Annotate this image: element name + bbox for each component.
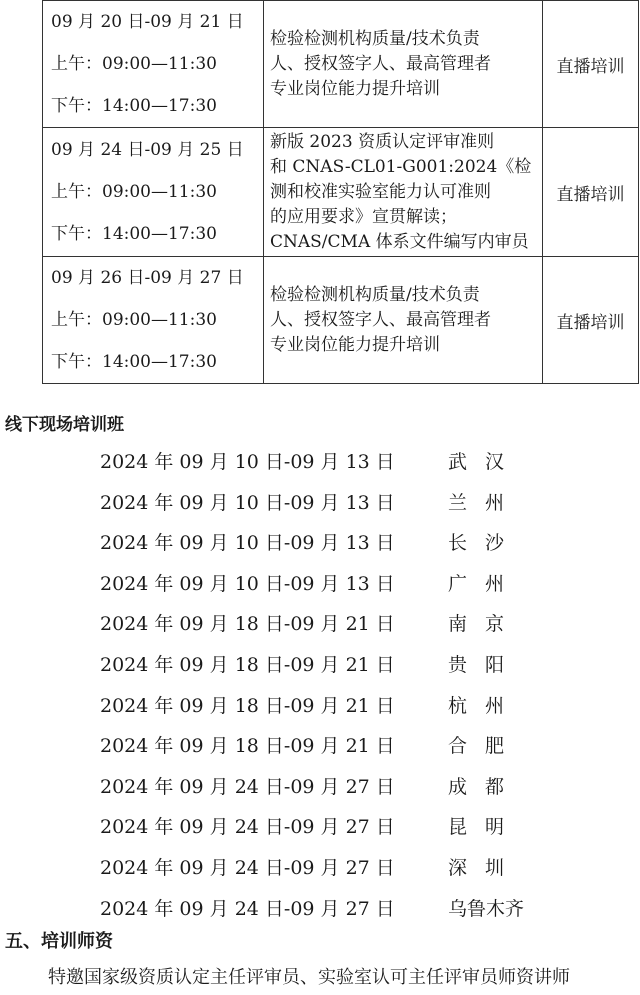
session-topic-cell [264, 257, 543, 384]
session-topic-line: 人、授权签字人、最高管理者 [270, 309, 491, 330]
offline-session-city: 杭州 [448, 694, 523, 717]
offline-session-row [100, 691, 524, 732]
afternoon-time: 下午：14:00—17:30 [51, 96, 217, 116]
offline-session-city: 深圳 [448, 856, 523, 879]
offline-session-date: 2024 年 09 月 10 日-09 月 13 日 [100, 572, 395, 595]
offline-session-row [100, 447, 524, 488]
session-mode: 直播培训 [543, 128, 639, 257]
afternoon-time: 下午：14:00—17:30 [51, 224, 217, 244]
schedule-row [43, 1, 639, 128]
session-topic-line: 专业岗位能力提升培训 [270, 334, 440, 355]
offline-session-city: 贵阳 [448, 653, 523, 676]
session-topic-line: 专业岗位能力提升培训 [270, 78, 440, 99]
offline-session-list [100, 447, 524, 934]
session-mode: 直播培训 [543, 257, 639, 384]
offline-session-date: 2024 年 09 月 18 日-09 月 21 日 [100, 653, 395, 676]
session-topic-line: 测和校准实验室能力认可准则 [270, 181, 491, 202]
session-topic-line: 的应用要求》宣贯解读； [270, 206, 457, 227]
offline-session-row [100, 853, 524, 894]
session-topic-line: 检验检测机构质量/技术负责 [270, 28, 480, 49]
section-5-heading: 五、培训师资 [5, 931, 113, 952]
offline-session-row [100, 569, 524, 610]
offline-session-city: 武汉 [448, 451, 523, 473]
schedule-row [43, 257, 639, 384]
offline-session-date: 2024 年 09 月 24 日-09 月 27 日 [100, 897, 395, 920]
session-topic-line: 人、授权签字人、最高管理者 [270, 53, 491, 74]
session-date: 09 月 20 日-09 月 21 日 [51, 12, 244, 32]
offline-session-city: 乌鲁木齐 [448, 897, 525, 920]
offline-session-date: 2024 年 09 月 10 日-09 月 13 日 [100, 532, 395, 555]
session-topic-cell [264, 1, 543, 128]
offline-session-row [100, 894, 524, 935]
offline-session-row [100, 650, 524, 691]
offline-session-date: 2024 年 09 月 18 日-09 月 21 日 [100, 735, 395, 758]
offline-session-row [100, 528, 524, 569]
offline-session-date: 2024 年 09 月 18 日-09 月 21 日 [100, 694, 395, 717]
morning-time: 上午：09:00—11:30 [51, 310, 217, 330]
section-5-text: 特邀国家级资质认定主任评审员、实验室认可主任评审员师资讲师 [48, 967, 570, 988]
offline-session-row [100, 488, 524, 529]
session-topic-line: CNAS/CMA 体系文件编写内审员 [270, 231, 529, 252]
session-dates-cell [43, 257, 264, 384]
offline-session-row [100, 609, 524, 650]
offline-session-date: 2024 年 09 月 18 日-09 月 21 日 [100, 613, 395, 636]
offline-session-date: 2024 年 09 月 24 日-09 月 27 日 [100, 856, 395, 879]
session-dates-cell [43, 1, 264, 128]
offline-session-city: 兰州 [448, 491, 523, 514]
offline-session-date: 2024 年 09 月 10 日-09 月 13 日 [100, 451, 395, 473]
offline-session-city: 广州 [448, 572, 523, 595]
offline-session-row [100, 812, 524, 853]
morning-time: 上午：09:00—11:30 [51, 182, 217, 202]
session-topic-line: 新版 2023 资质认定评审准则 [270, 131, 495, 152]
afternoon-time: 下午：14:00—17:30 [51, 352, 217, 372]
offline-section-title: 线下现场培训班 [5, 415, 124, 435]
offline-session-row [100, 731, 524, 772]
session-topic-cell [264, 128, 543, 257]
offline-session-city: 南京 [448, 613, 523, 636]
session-topic-line: 检验检测机构质量/技术负责 [270, 284, 480, 305]
offline-session-city: 成都 [448, 775, 523, 798]
offline-session-city: 昆明 [448, 816, 523, 839]
session-date: 09 月 24 日-09 月 25 日 [51, 140, 244, 160]
session-date: 09 月 26 日-09 月 27 日 [51, 268, 244, 288]
schedule-table [42, 0, 639, 384]
offline-session-date: 2024 年 09 月 24 日-09 月 27 日 [100, 775, 395, 798]
offline-session-date: 2024 年 09 月 10 日-09 月 13 日 [100, 491, 395, 514]
session-topic-line: 和 CNAS-CL01-G001:2024《检 [270, 156, 532, 177]
offline-session-date: 2024 年 09 月 24 日-09 月 27 日 [100, 816, 395, 839]
session-dates-cell [43, 128, 264, 257]
morning-time: 上午：09:00—11:30 [51, 54, 217, 74]
schedule-row [43, 128, 639, 257]
offline-session-row [100, 772, 524, 813]
session-mode: 直播培训 [543, 1, 639, 128]
offline-session-city: 合肥 [448, 735, 523, 758]
offline-session-city: 长沙 [448, 532, 523, 555]
